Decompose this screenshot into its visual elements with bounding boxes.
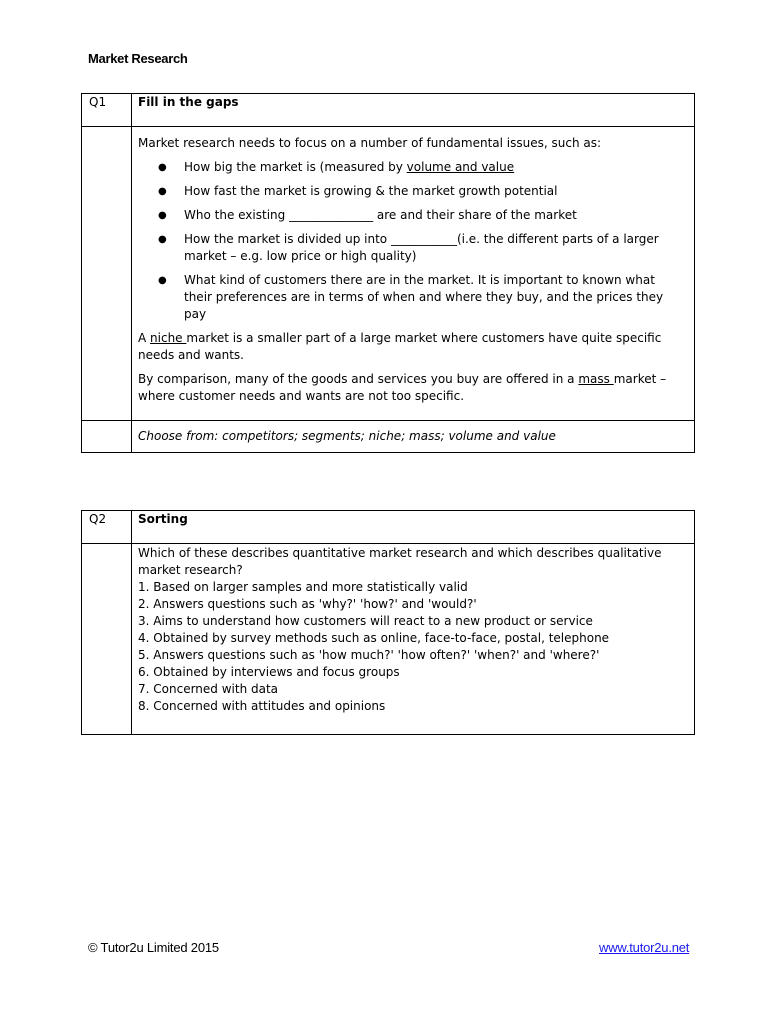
question-number: Q1 bbox=[82, 94, 132, 127]
bullet-icon: ● bbox=[158, 210, 167, 221]
list-item: 1. Based on larger samples and more statistically valid bbox=[138, 580, 468, 594]
question-body bbox=[132, 544, 695, 735]
list-item: 2. Answers questions such as 'why?' 'how?' and 'would?' bbox=[138, 597, 477, 611]
list-item: 8. Concerned with attitudes and opinions bbox=[138, 699, 386, 713]
list-item: ● How the market is divided up into ___________(i.e. the different parts of a larger market – e.g. low price or high quality) bbox=[158, 232, 659, 263]
choose-from-text: Choose from: competitors; segments; niche; mass; volume and value bbox=[132, 421, 695, 453]
question-2-table bbox=[81, 510, 695, 735]
question-text: Which of these describes quantitative market research and which describes qualitative market research? bbox=[138, 546, 662, 577]
empty-cell bbox=[82, 127, 132, 421]
bullet-list bbox=[138, 159, 686, 323]
empty-cell bbox=[82, 544, 132, 735]
list-item: ● Who the existing ______________ are and their share of the market bbox=[158, 208, 577, 222]
page-title: Market Research bbox=[88, 51, 188, 66]
question-body bbox=[132, 127, 695, 421]
list-item: 3. Aims to understand how customers will react to a new product or service bbox=[138, 614, 593, 628]
list-item: 6. Obtained by interviews and focus groups bbox=[138, 665, 400, 679]
bullet-icon: ● bbox=[158, 234, 167, 245]
question-heading: Fill in the gaps bbox=[132, 94, 695, 127]
underlined-answer: volume and value bbox=[406, 160, 515, 174]
list-item: ● How big the market is (measured by volume and value bbox=[158, 160, 515, 174]
underlined-answer: mass bbox=[578, 372, 614, 386]
copyright-text: © Tutor2u Limited 2015 bbox=[88, 940, 219, 955]
website-link[interactable]: www.tutor2u.net bbox=[599, 940, 690, 955]
list-item: ● How fast the market is growing & the market growth potential bbox=[158, 184, 558, 198]
question-heading: Sorting bbox=[132, 511, 695, 544]
mass-paragraph: By comparison, many of the goods and services you buy are offered in a mass market – where customer needs and wants are not too specific. bbox=[138, 372, 667, 403]
question-1-table bbox=[81, 93, 695, 453]
list-item: ● What kind of customers there are in the market. It is important to known what their preferences are in terms of when and where they buy, and the prices they pay bbox=[158, 273, 664, 321]
bullet-icon: ● bbox=[158, 275, 167, 286]
bullet-icon: ● bbox=[158, 186, 167, 197]
underlined-answer: niche bbox=[150, 331, 187, 345]
list-item: 5. Answers questions such as 'how much?' 'how often?' 'when?' and 'where?' bbox=[138, 648, 600, 662]
question-number: Q2 bbox=[82, 511, 132, 544]
empty-cell bbox=[82, 421, 132, 453]
list-item: 4. Obtained by survey methods such as online, face-to-face, postal, telephone bbox=[138, 631, 610, 645]
bullet-icon: ● bbox=[158, 162, 167, 173]
intro-text: Market research needs to focus on a number of fundamental issues, such as: bbox=[138, 136, 602, 150]
niche-paragraph: A niche market is a smaller part of a large market where customers have quite specific needs and wants. bbox=[138, 331, 662, 362]
list-item: 7. Concerned with data bbox=[138, 682, 279, 696]
